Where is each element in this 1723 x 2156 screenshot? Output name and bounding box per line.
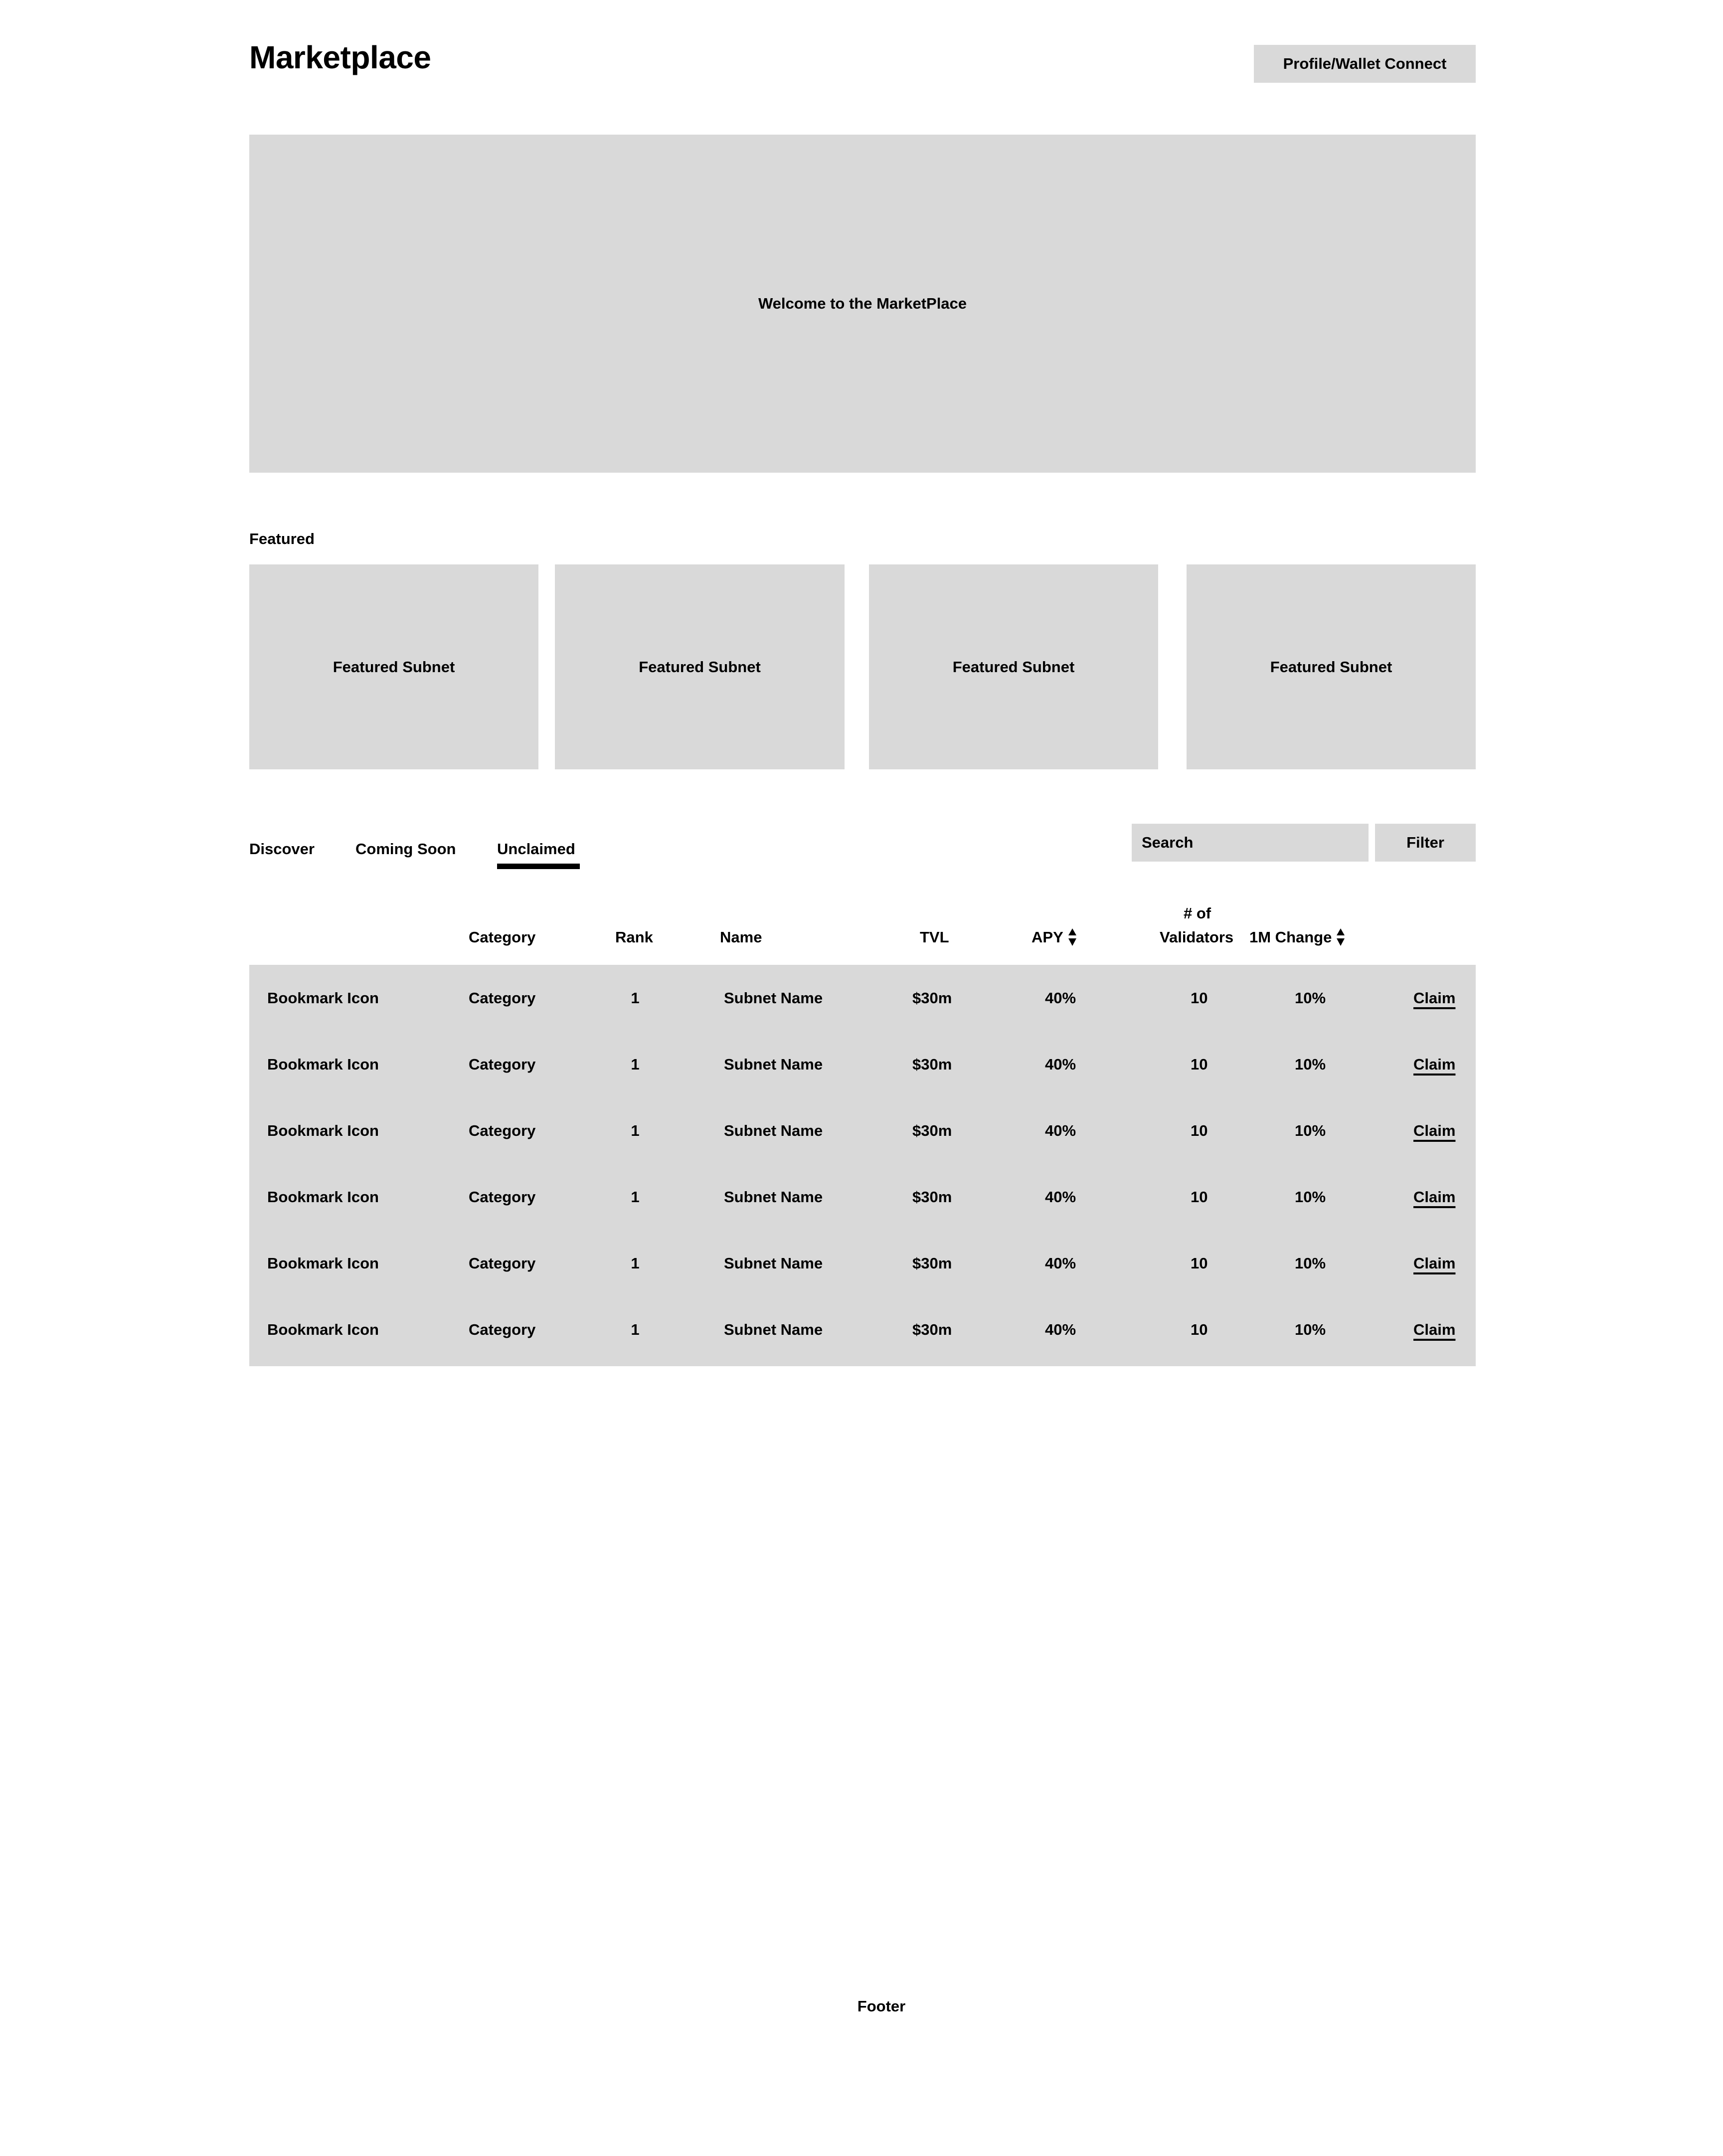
- cell-validators: 10: [1191, 1321, 1208, 1338]
- bookmark-icon[interactable]: Bookmark Icon: [267, 1122, 379, 1139]
- table-row[interactable]: [249, 1031, 1476, 1097]
- cell-tvl: $30m: [912, 1321, 952, 1338]
- tab-discover[interactable]: Discover: [249, 840, 315, 858]
- claim-link[interactable]: Claim: [1413, 1188, 1456, 1206]
- cell-rank: 1: [631, 989, 640, 1007]
- bookmark-icon[interactable]: Bookmark Icon: [267, 1056, 379, 1073]
- page-title: Marketplace: [249, 39, 431, 75]
- cell-tvl: $30m: [912, 1188, 952, 1206]
- featured-subnet-label: Featured Subnet: [1270, 658, 1392, 676]
- filter-button[interactable]: Filter: [1375, 824, 1476, 862]
- sort-up-down-icon[interactable]: [1067, 927, 1077, 947]
- cell-1m-change: 10%: [1295, 989, 1326, 1007]
- table-row[interactable]: [249, 1164, 1476, 1230]
- column-header-name: Name: [720, 928, 762, 946]
- bookmark-icon[interactable]: Bookmark Icon: [267, 989, 379, 1007]
- column-header-1m-change-label: 1M Change: [1249, 928, 1332, 946]
- cell-subnet-name: Subnet Name: [724, 1122, 823, 1139]
- cell-rank: 1: [631, 1188, 640, 1206]
- cell-subnet-name: Subnet Name: [724, 1188, 823, 1206]
- cell-tvl: $30m: [912, 1122, 952, 1139]
- profile-wallet-connect-button[interactable]: Profile/Wallet Connect: [1254, 45, 1476, 83]
- column-header-apy[interactable]: [1032, 925, 1077, 949]
- hero-text: Welcome to the MarketPlace: [758, 295, 967, 312]
- featured-subnet-card[interactable]: [249, 564, 538, 769]
- cell-subnet-name: Subnet Name: [724, 1056, 823, 1073]
- cell-validators: 10: [1191, 1122, 1208, 1139]
- claim-link[interactable]: Claim: [1413, 1255, 1456, 1272]
- cell-validators: 10: [1191, 1255, 1208, 1272]
- column-header-category: Category: [469, 928, 536, 946]
- column-header-tvl: TVL: [920, 928, 949, 946]
- cell-tvl: $30m: [912, 1056, 952, 1073]
- table-row[interactable]: [249, 1230, 1476, 1296]
- featured-subnet-label: Featured Subnet: [952, 658, 1075, 676]
- featured-subnet-card[interactable]: [1187, 564, 1476, 769]
- hero-banner: [249, 135, 1476, 473]
- cell-tvl: $30m: [912, 1255, 952, 1272]
- column-header-validators: Validators: [1160, 928, 1234, 946]
- cell-subnet-name: Subnet Name: [724, 1255, 823, 1272]
- cell-tvl: $30m: [912, 989, 952, 1007]
- cell-apy: 40%: [1045, 1321, 1076, 1338]
- cell-rank: 1: [631, 1255, 640, 1272]
- sort-up-down-icon[interactable]: [1336, 927, 1346, 947]
- cell-category: Category: [469, 1056, 536, 1073]
- cell-category: Category: [469, 1255, 536, 1272]
- cell-subnet-name: Subnet Name: [724, 989, 823, 1007]
- cell-apy: 40%: [1045, 1188, 1076, 1206]
- column-header-apy-label: APY: [1032, 928, 1063, 946]
- cell-category: Category: [469, 989, 536, 1007]
- footer: Footer: [857, 1997, 906, 2015]
- subnet-table: [249, 965, 1476, 1366]
- featured-subnet-card[interactable]: [869, 564, 1158, 769]
- claim-link[interactable]: Claim: [1413, 989, 1456, 1007]
- search-input[interactable]: [1132, 824, 1369, 862]
- cell-1m-change: 10%: [1295, 1056, 1326, 1073]
- cell-apy: 40%: [1045, 989, 1076, 1007]
- cell-category: Category: [469, 1321, 536, 1338]
- featured-subnet-label: Featured Subnet: [639, 658, 761, 676]
- claim-link[interactable]: Claim: [1413, 1321, 1456, 1338]
- claim-link[interactable]: Claim: [1413, 1056, 1456, 1073]
- column-header-validators-line1: # of: [1184, 904, 1211, 922]
- cell-1m-change: 10%: [1295, 1122, 1326, 1139]
- cell-category: Category: [469, 1122, 536, 1139]
- table-row[interactable]: [249, 1097, 1476, 1164]
- bookmark-icon[interactable]: Bookmark Icon: [267, 1188, 379, 1206]
- table-row[interactable]: [249, 965, 1476, 1031]
- cell-apy: 40%: [1045, 1255, 1076, 1272]
- claim-link[interactable]: Claim: [1413, 1122, 1456, 1139]
- cell-1m-change: 10%: [1295, 1188, 1326, 1206]
- cell-rank: 1: [631, 1321, 640, 1338]
- cell-rank: 1: [631, 1122, 640, 1139]
- column-header-1m-change[interactable]: [1249, 925, 1346, 949]
- cell-validators: 10: [1191, 1188, 1208, 1206]
- cell-category: Category: [469, 1188, 536, 1206]
- cell-rank: 1: [631, 1056, 640, 1073]
- table-row[interactable]: [249, 1296, 1476, 1363]
- cell-1m-change: 10%: [1295, 1321, 1326, 1338]
- cell-1m-change: 10%: [1295, 1255, 1326, 1272]
- featured-section-label: Featured: [249, 530, 315, 547]
- cell-apy: 40%: [1045, 1056, 1076, 1073]
- cell-validators: 10: [1191, 989, 1208, 1007]
- bookmark-icon[interactable]: Bookmark Icon: [267, 1255, 379, 1272]
- featured-subnet-card[interactable]: [555, 564, 845, 769]
- tab-coming-soon[interactable]: Coming Soon: [355, 840, 456, 858]
- column-header-rank: Rank: [615, 928, 653, 946]
- tab-unclaimed[interactable]: Unclaimed: [497, 840, 575, 858]
- cell-validators: 10: [1191, 1056, 1208, 1073]
- cell-subnet-name: Subnet Name: [724, 1321, 823, 1338]
- featured-subnet-label: Featured Subnet: [333, 658, 455, 676]
- bookmark-icon[interactable]: Bookmark Icon: [267, 1321, 379, 1338]
- cell-apy: 40%: [1045, 1122, 1076, 1139]
- active-tab-indicator: [497, 864, 580, 869]
